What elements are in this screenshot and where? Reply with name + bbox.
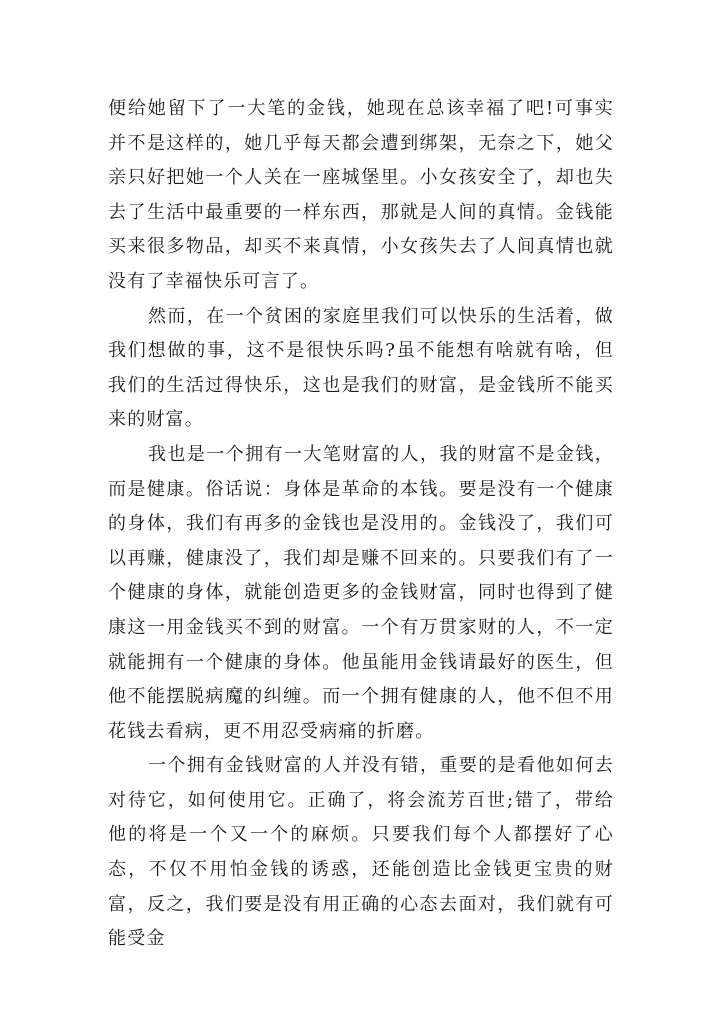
document-body	[108, 92, 614, 957]
paragraph-3: 我也是一个拥有一大笔财富的人，我的财富不是金钱，而是健康。俗话说：身体是革命的本钱。要是没有一个健康的身体，我们有再多的金钱也是没用的。金钱没了，我们可以再赚，健康没了，我们却是赚不回来的。只要我们有了一个健康的身体，就能创造更多的金钱财富，同时也得到了健康这一用金钱买不到的财富。一个有万贯家财的人，不一定就能拥有一个健康的身体。他虽能用金钱请最好的医生，但他不能摆脱病魔的纠缠。而一个拥有健康的人，他不但不用花钱去看病，更不用忍受病痛的折磨。	[108, 443, 614, 742]
paragraph-1: 便给她留下了一大笔的金钱，她现在总该幸福了吧!可事实并不是这样的，她几乎每天都会遭到绑架，无奈之下，她父亲只好把她一个人关在一座城堡里。小女孩安全了，却也失去了生活中最重要的一样东西，那就是人间的真情。金钱能买来很多物品，却买不来真情，小女孩失去了人间真情也就没有了幸福快乐可言了。	[108, 98, 614, 292]
paragraph-4: 一个拥有金钱财富的人并没有错，重要的是看他如何去对待它，如何使用它。正确了，将会流芳百世;错了，带给他的将是一个又一个的麻烦。只要我们每个人都摆好了心态，不仅不用怕金钱的诱惑，还能创造比金钱更宝贵的财富，反之，我们要是没有用正确的心态去面对，我们就有可能受金	[108, 755, 614, 950]
paragraph-2: 然而，在一个贫困的家庭里我们可以快乐的生活着，做我们想做的事，这不是很快乐吗?虽不能想有啥就有啥，但我们的生活过得快乐，这也是我们的财富，是金钱所不能买来的财富。	[108, 305, 614, 431]
